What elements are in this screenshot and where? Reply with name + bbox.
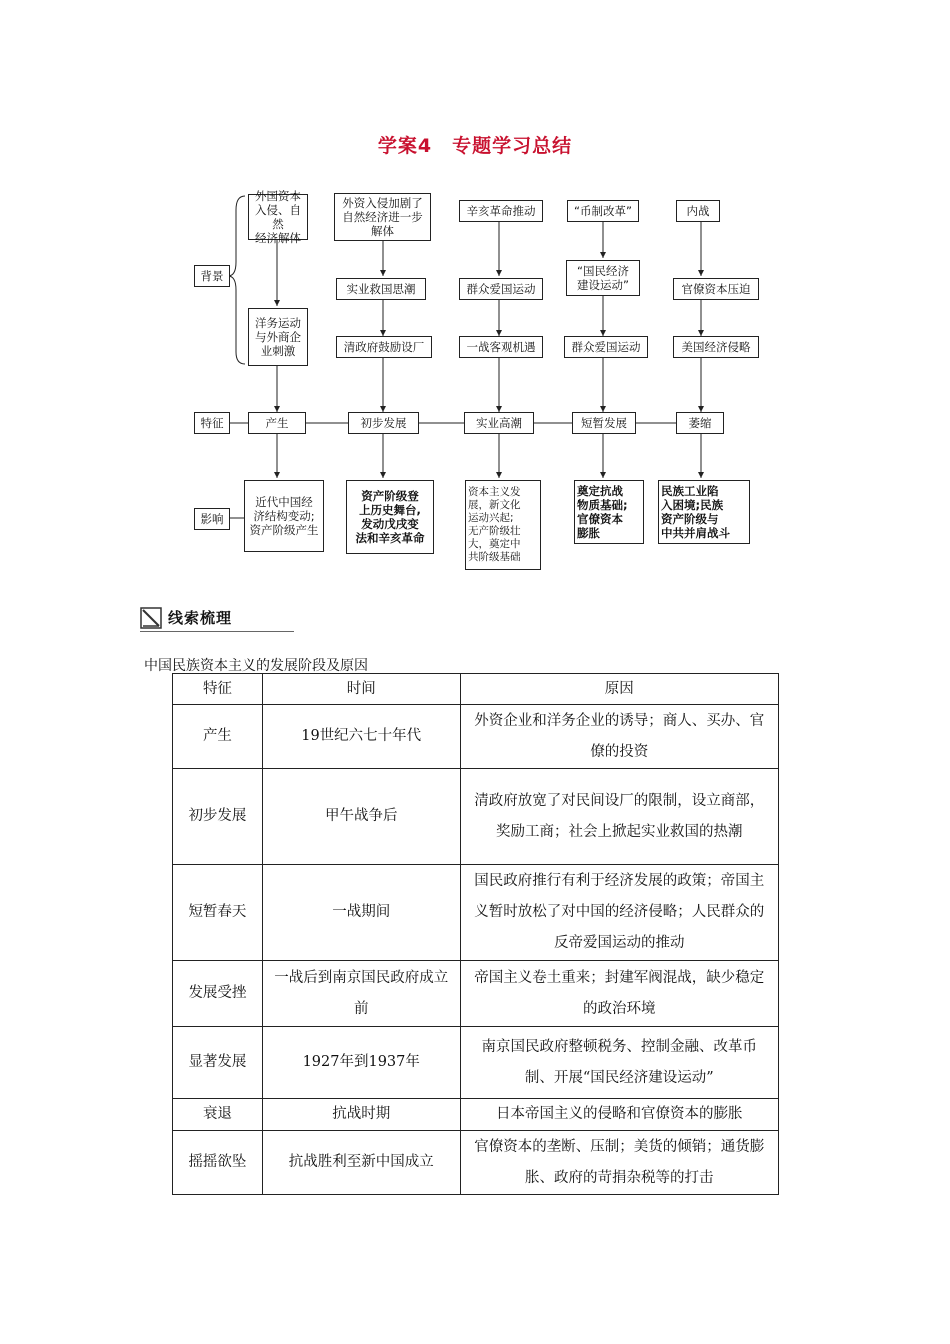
cell-time: 1927年到1937年: [262, 1027, 460, 1099]
row-label-impact: 影响: [194, 508, 230, 530]
table-caption: 中国民族资本主义的发展阶段及原因: [144, 658, 368, 674]
header-time: 时间: [262, 674, 460, 705]
page-title: 学案4 专题学习总结: [377, 135, 573, 157]
cell-reason: 清政府放宽了对民间设厂的限制，设立商部，奖励工商；社会上掀起实业救国的热潮: [460, 769, 778, 865]
cell-reason: 外资企业和洋务企业的诱导；商人、买办、官僚的投资: [460, 705, 778, 769]
table-row: [173, 705, 779, 769]
row-label-features: 特征: [194, 412, 230, 434]
cell-reason: 官僚资本的垄断、压制；美货的倾销；通货膨胀、政府的苛捐杂税等的打击: [460, 1131, 778, 1195]
col5-top: 内战: [676, 200, 720, 222]
col1-mid2: 洋务运动 与外商企 业刺激: [248, 308, 308, 366]
col2-mid1: 实业救国思潮: [336, 278, 426, 300]
col4-top: “币制改革”: [567, 200, 639, 222]
stages-table: [172, 673, 779, 1195]
cell-time: 抗战时期: [262, 1099, 460, 1131]
cell-time: 一战期间: [262, 865, 460, 961]
col2-mid2: 清政府鼓励设厂: [336, 336, 432, 358]
cell-feature: 短暂春天: [173, 865, 263, 961]
cell-reason: 日本帝国主义的侵略和官僚资本的膨胀: [460, 1099, 778, 1131]
table-row: [173, 769, 779, 865]
section-marker-icon: [140, 607, 162, 629]
col4-mid2: 群众爱国运动: [564, 336, 648, 358]
col3-top: 辛亥革命推动: [459, 200, 543, 222]
col3-impact: 资本主义发 展，新文化 运动兴起; 无产阶级壮 大，奠定中 共阶级基础: [465, 480, 541, 570]
cell-feature: 初步发展: [173, 769, 263, 865]
col3-mid1: 群众爱国运动: [459, 278, 543, 300]
section-title: 线索梳理: [168, 609, 233, 627]
col2-top: 外资入侵加剧了 自然经济进一步 解体: [334, 193, 431, 241]
col2-impact: 资产阶级登 上历史舞台, 发动戊戌变 法和辛亥革命: [346, 480, 434, 554]
cell-reason: 国民政府推行有利于经济发展的政策；帝国主义暂时放松了对中国的经济侵略；人民群众的反帝爱国运动的推动: [460, 865, 778, 961]
col1-impact: 近代中国经 济结构变动; 资产阶级产生: [244, 480, 324, 552]
col4-stage: 短暂发展: [572, 412, 636, 434]
header-reason: 原因: [460, 674, 778, 705]
col4-mid1: “国民经济 建设运动”: [566, 260, 640, 296]
header-feature: 特征: [173, 674, 263, 705]
cell-feature: 产生: [173, 705, 263, 769]
cell-feature: 摇摇欲坠: [173, 1131, 263, 1195]
cell-reason: 帝国主义卷土重来；封建军阀混战，缺少稳定的政治环境: [460, 961, 778, 1027]
cell-feature: 衰退: [173, 1099, 263, 1131]
row-label-background: 背景: [194, 265, 230, 287]
cell-feature: 显著发展: [173, 1027, 263, 1099]
col2-stage: 初步发展: [348, 412, 419, 434]
table-row: [173, 865, 779, 961]
col5-mid1: 官僚资本压迫: [673, 278, 759, 300]
col5-mid2: 美国经济侵略: [673, 336, 759, 358]
col3-mid2: 一战客观机遇: [459, 336, 543, 358]
cell-reason: 南京国民政府整顿税务、控制金融、改革币制、开展“国民经济建设运动”: [460, 1027, 778, 1099]
table-header-row: [173, 674, 779, 705]
col3-stage: 实业高潮: [464, 412, 534, 434]
cell-time: 一战后到南京国民政府成立前: [262, 961, 460, 1027]
col5-impact: 民族工业陷 入困境;民族 资产阶级与 中共并肩战斗: [658, 480, 750, 544]
col1-top: 外国资本 入侵、自然 经济解体: [248, 194, 308, 240]
table-row: [173, 1027, 779, 1099]
col1-stage: 产生: [248, 412, 306, 434]
section-header: [140, 604, 294, 632]
col5-stage: 萎缩: [676, 412, 724, 434]
cell-time: 19世纪六七十年代: [262, 705, 460, 769]
cell-feature: 发展受挫: [173, 961, 263, 1027]
concept-diagram: [0, 0, 950, 600]
table-row: [173, 1099, 779, 1131]
table-row: [173, 961, 779, 1027]
col4-impact: 奠定抗战 物质基础; 官僚资本 膨胀: [574, 480, 644, 544]
cell-time: 甲午战争后: [262, 769, 460, 865]
table-row: [173, 1131, 779, 1195]
section-divider: [140, 631, 294, 632]
cell-time: 抗战胜利至新中国成立: [262, 1131, 460, 1195]
